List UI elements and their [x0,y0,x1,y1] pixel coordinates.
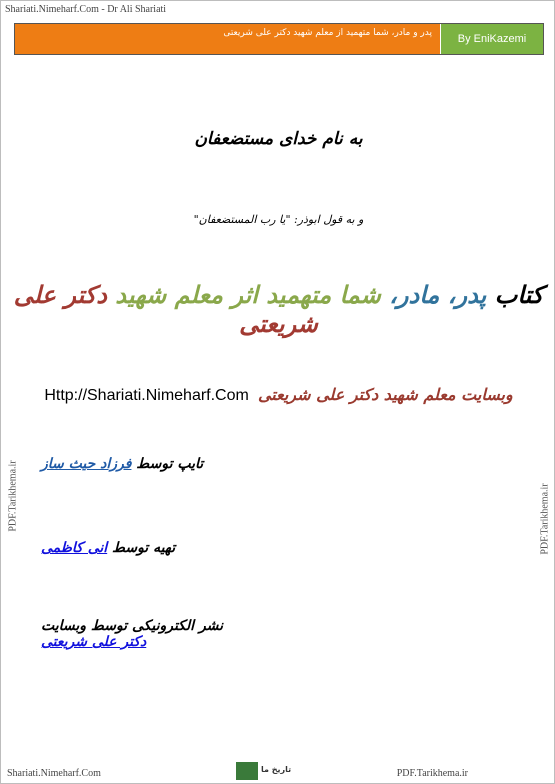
footer-logo [236,762,298,780]
credit-label: تایپ توسط [131,456,204,472]
logo-text: تاریخ ما [261,765,292,774]
page-subtitle: و به قول ابوذر: "یا رب المستضعفان" [193,213,364,226]
credit-preparer [41,540,251,556]
credit-label: تهیه توسط [107,540,176,556]
book-title-part: پدر، مادر، [389,280,487,309]
credit-link[interactable]: دکتر علی شریعتی [41,634,147,650]
footer-left-url: Shariati.Nimeharf.Com [7,768,101,779]
website-url[interactable]: Http://Shariati.Nimeharf.Com [44,387,249,404]
author-name: دکتر علی شریعتی [13,280,318,338]
book-title-line [1,280,555,338]
banner-orange [15,24,440,54]
page-title: به نام خدای مستضعفان [194,129,363,149]
credit-typist [41,456,251,472]
author-badge: By EniKazemi [441,24,543,54]
banner-text: پدر و مادر، شما متهمید از معلم شهید دکتر علی شریعتی [223,28,432,38]
footer-right-url: PDF.Tarikhema.ir [396,768,468,779]
credit-publisher [41,618,251,650]
credit-label: نشر الکترونیکی توسط وبسایت [41,618,224,634]
top-url-text: Shariati.Nimeharf.Com - Dr Ali Shariati [5,4,167,15]
website-line [1,385,555,405]
credit-link[interactable]: فرزاد حیث ساز [41,456,132,472]
side-watermark-left: PDF.Tarikhema.ir [7,460,19,532]
website-label: وبسایت معلم شهید دکتر علی شریعتی [257,385,513,404]
book-word: کتاب [494,280,544,309]
credit-link[interactable]: انی کاظمی [41,540,108,556]
header-banner [14,23,544,55]
book-title-part: شما متهمید اثر معلم شهید [115,280,381,309]
side-watermark-right: PDF.Tarikhema.ir [539,483,551,555]
logo-image [236,762,258,780]
